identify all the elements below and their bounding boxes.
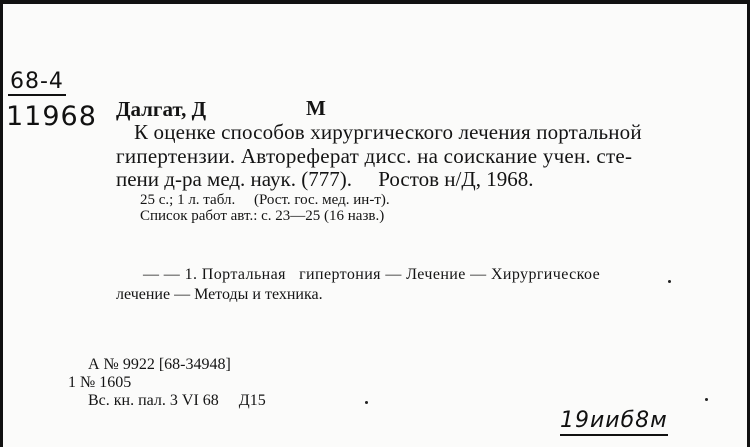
subject-line-1: — — 1. Портальная гипертония — Лечение — Хирургическое	[143, 266, 601, 283]
handwritten-shelf-code: 68-4	[10, 69, 64, 94]
card-top-edge	[0, 0, 750, 4]
footer-chamber: Вс. кн. пал. 3 VI 68 Д15	[88, 392, 266, 409]
print-speck	[705, 398, 708, 401]
handwritten-bottom-note: 19ииб8м	[560, 408, 668, 436]
title-line-3: пени д-ра мед. наук. (777). Ростов н/Д, 1968.	[116, 167, 534, 191]
author-mark: М	[306, 96, 326, 120]
handwritten-catalog-number: 11968	[6, 101, 97, 132]
print-speck	[668, 280, 671, 283]
print-speck	[365, 401, 368, 404]
subject-line-2: лечение — Методы и техника.	[116, 286, 323, 303]
author-name: Далгат, Д	[116, 97, 207, 121]
title-line-1: К оценке способов хирургического лечения портальной	[134, 120, 642, 144]
bibliography-note: Список работ авт.: с. 23—25 (16 назв.)	[140, 208, 385, 224]
footer-accession: А № 9922 [68-34948]	[88, 356, 231, 373]
physical-description: 25 с.; 1 л. табл. (Рост. гос. мед. ин-т).	[140, 192, 390, 208]
title-line-2: гипертензии. Автореферат дисс. на соискание учен. сте-	[116, 144, 633, 168]
footer-number: 1 № 1605	[68, 374, 132, 391]
card-left-edge	[0, 0, 3, 447]
